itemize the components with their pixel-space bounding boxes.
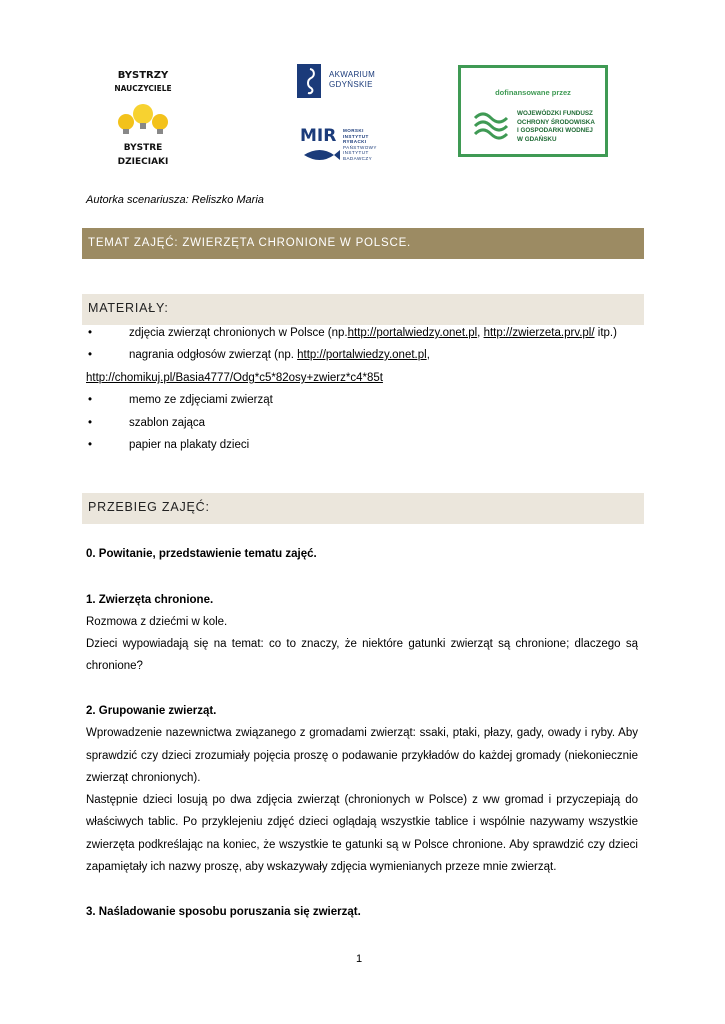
materials-item-1-sep: , (477, 327, 484, 339)
materials-item-4: szablon zająca (129, 417, 206, 429)
bnbd-line1: BYSTRZY (117, 70, 169, 81)
materials-heading: MATERIAŁY: (88, 301, 169, 315)
course-heading-bar (82, 493, 644, 524)
bnbd-logo (112, 64, 174, 170)
bnbd-line2: NAUCZYCIELE (114, 84, 172, 93)
mir-sub2: INSTYTUT (343, 133, 369, 139)
bullet: • (88, 327, 93, 339)
materials-item-2-text: nagrania odgłosów zwierząt (np. (129, 349, 298, 361)
section-1-title: 1. Zwierzęta chronione. (86, 594, 214, 606)
materials-item-2 (129, 349, 430, 361)
wfosigw-line4: W GDAŃSKU (517, 135, 557, 143)
akwarium-line2: GDYŃSKIE (329, 80, 373, 89)
topic-heading-bar (82, 228, 644, 259)
materials-item-1-end: itp.) (594, 327, 617, 339)
page-number: 1 (356, 953, 363, 965)
wfosigw-logo (458, 65, 608, 157)
course-heading: PRZEBIEG ZAJĘĆ: (88, 500, 210, 514)
topic-heading: TEMAT ZAJĘĆ: ZWIERZĘTA CHRONIONE W POLSCE. (88, 237, 412, 249)
link-zwierzeta[interactable]: http://zwierzeta.prv.pl/ (483, 327, 595, 339)
akwarium-logo (297, 64, 387, 100)
wfosigw-top: dofinansowane przez (495, 88, 571, 97)
bullet: • (88, 417, 93, 429)
mir-logo (300, 122, 384, 164)
wfosigw-line2: OCHRONY ŚRODOWISKA (517, 118, 595, 126)
mir-sub5: INSTYTUT (343, 150, 369, 156)
bullet: • (88, 349, 93, 361)
section-2-line-1: Wprowadzenie nazewnictwa związanego z gromadami zwierząt: ssaki, ptaki, płazy, gady, owady i ryby. Aby (86, 727, 638, 739)
section-1-line-1: Rozmowa z dziećmi w kole. (86, 616, 228, 628)
section-2-line-5: właściwych tablic. Po przyklejeniu zdjęć dzieci oglądają wszystkie tablice i wspólnie nazywamy wszystkie (86, 816, 638, 828)
section-1-line-2: Dzieci wypowiadają się na temat: co to znaczy, że niektóre gatunki zwierząt są chronione; dlaczego są (86, 638, 638, 650)
mir-sub6: BADAWCZY (343, 155, 373, 161)
section-2-line-4: Następnie dzieci losują po dwa zdjęcia zwierząt (chronionych w Polsce) z ww gromad i przyczepiają do (86, 794, 638, 806)
section-1-line-3: chronione? (86, 660, 143, 672)
bnbd-line4: DZIECIAKI (117, 157, 169, 167)
materials-item-1-text: zdjęcia zwierząt chronionych w Polsce (np. (129, 327, 348, 339)
wfosigw-line1: WOJEWÓDZKI FUNDUSZ (517, 110, 593, 117)
materials-heading-bar (82, 294, 644, 325)
section-2-line-6: zwierzęta podkreślając na koniec, że wszystkie te gatunki są w Polsce chronione. Aby sprawdzić czy dzieci (86, 839, 638, 851)
author: Autorka scenariusza: Reliszko Maria (86, 194, 264, 206)
materials-item-1 (129, 327, 617, 339)
section-3-title: 3. Naśladowanie sposobu poruszania się zwierząt. (86, 906, 361, 918)
bullet: • (88, 394, 93, 406)
bnbd-line3: BYSTRE (123, 143, 163, 153)
materials-item-2-end: , (426, 349, 430, 361)
mir-sub3: RYBACKI (343, 139, 367, 145)
wfosigw-line3: I GOSPODARKI WODNEJ (517, 127, 593, 135)
materials-item-5: papier na plakaty dzieci (129, 439, 250, 451)
section-2-line-2: sprawdzić czy dzieci zrozumiały pojęcia proszę o podawanie przykładów do każdej gromady (niekoniecznie (86, 750, 638, 762)
mir-sub1: MORSKI (343, 128, 364, 133)
link-portalwiedzy-2[interactable]: http://portalwiedzy.onet.pl (297, 349, 427, 361)
mir-abbr: MIR (300, 126, 337, 146)
section-2-line-3: zwierząt chronionych). (86, 772, 201, 784)
akwarium-line1: AKWARIUM (329, 70, 376, 79)
section-0-title: 0. Powitanie, przedstawienie tematu zajęć. (86, 548, 317, 560)
section-2-line-7: zapamiętały ich nazwy proszę, aby wskazywały zdjęcia wymienianych przeze mnie zwierząt. (86, 861, 557, 873)
bullet: • (88, 439, 93, 451)
link-portalwiedzy[interactable]: http://portalwiedzy.onet.pl (347, 327, 478, 339)
link-chomikuj[interactable]: http://chomikuj.pl/Basia4777/Odg*c5*82osy+zwierz*c4*85t (86, 372, 383, 384)
mir-sub4: PAŃSTWOWY (343, 144, 377, 150)
materials-item-3: memo ze zdjęciami zwierząt (129, 394, 273, 406)
section-2-title: 2. Grupowanie zwierząt. (86, 705, 217, 717)
